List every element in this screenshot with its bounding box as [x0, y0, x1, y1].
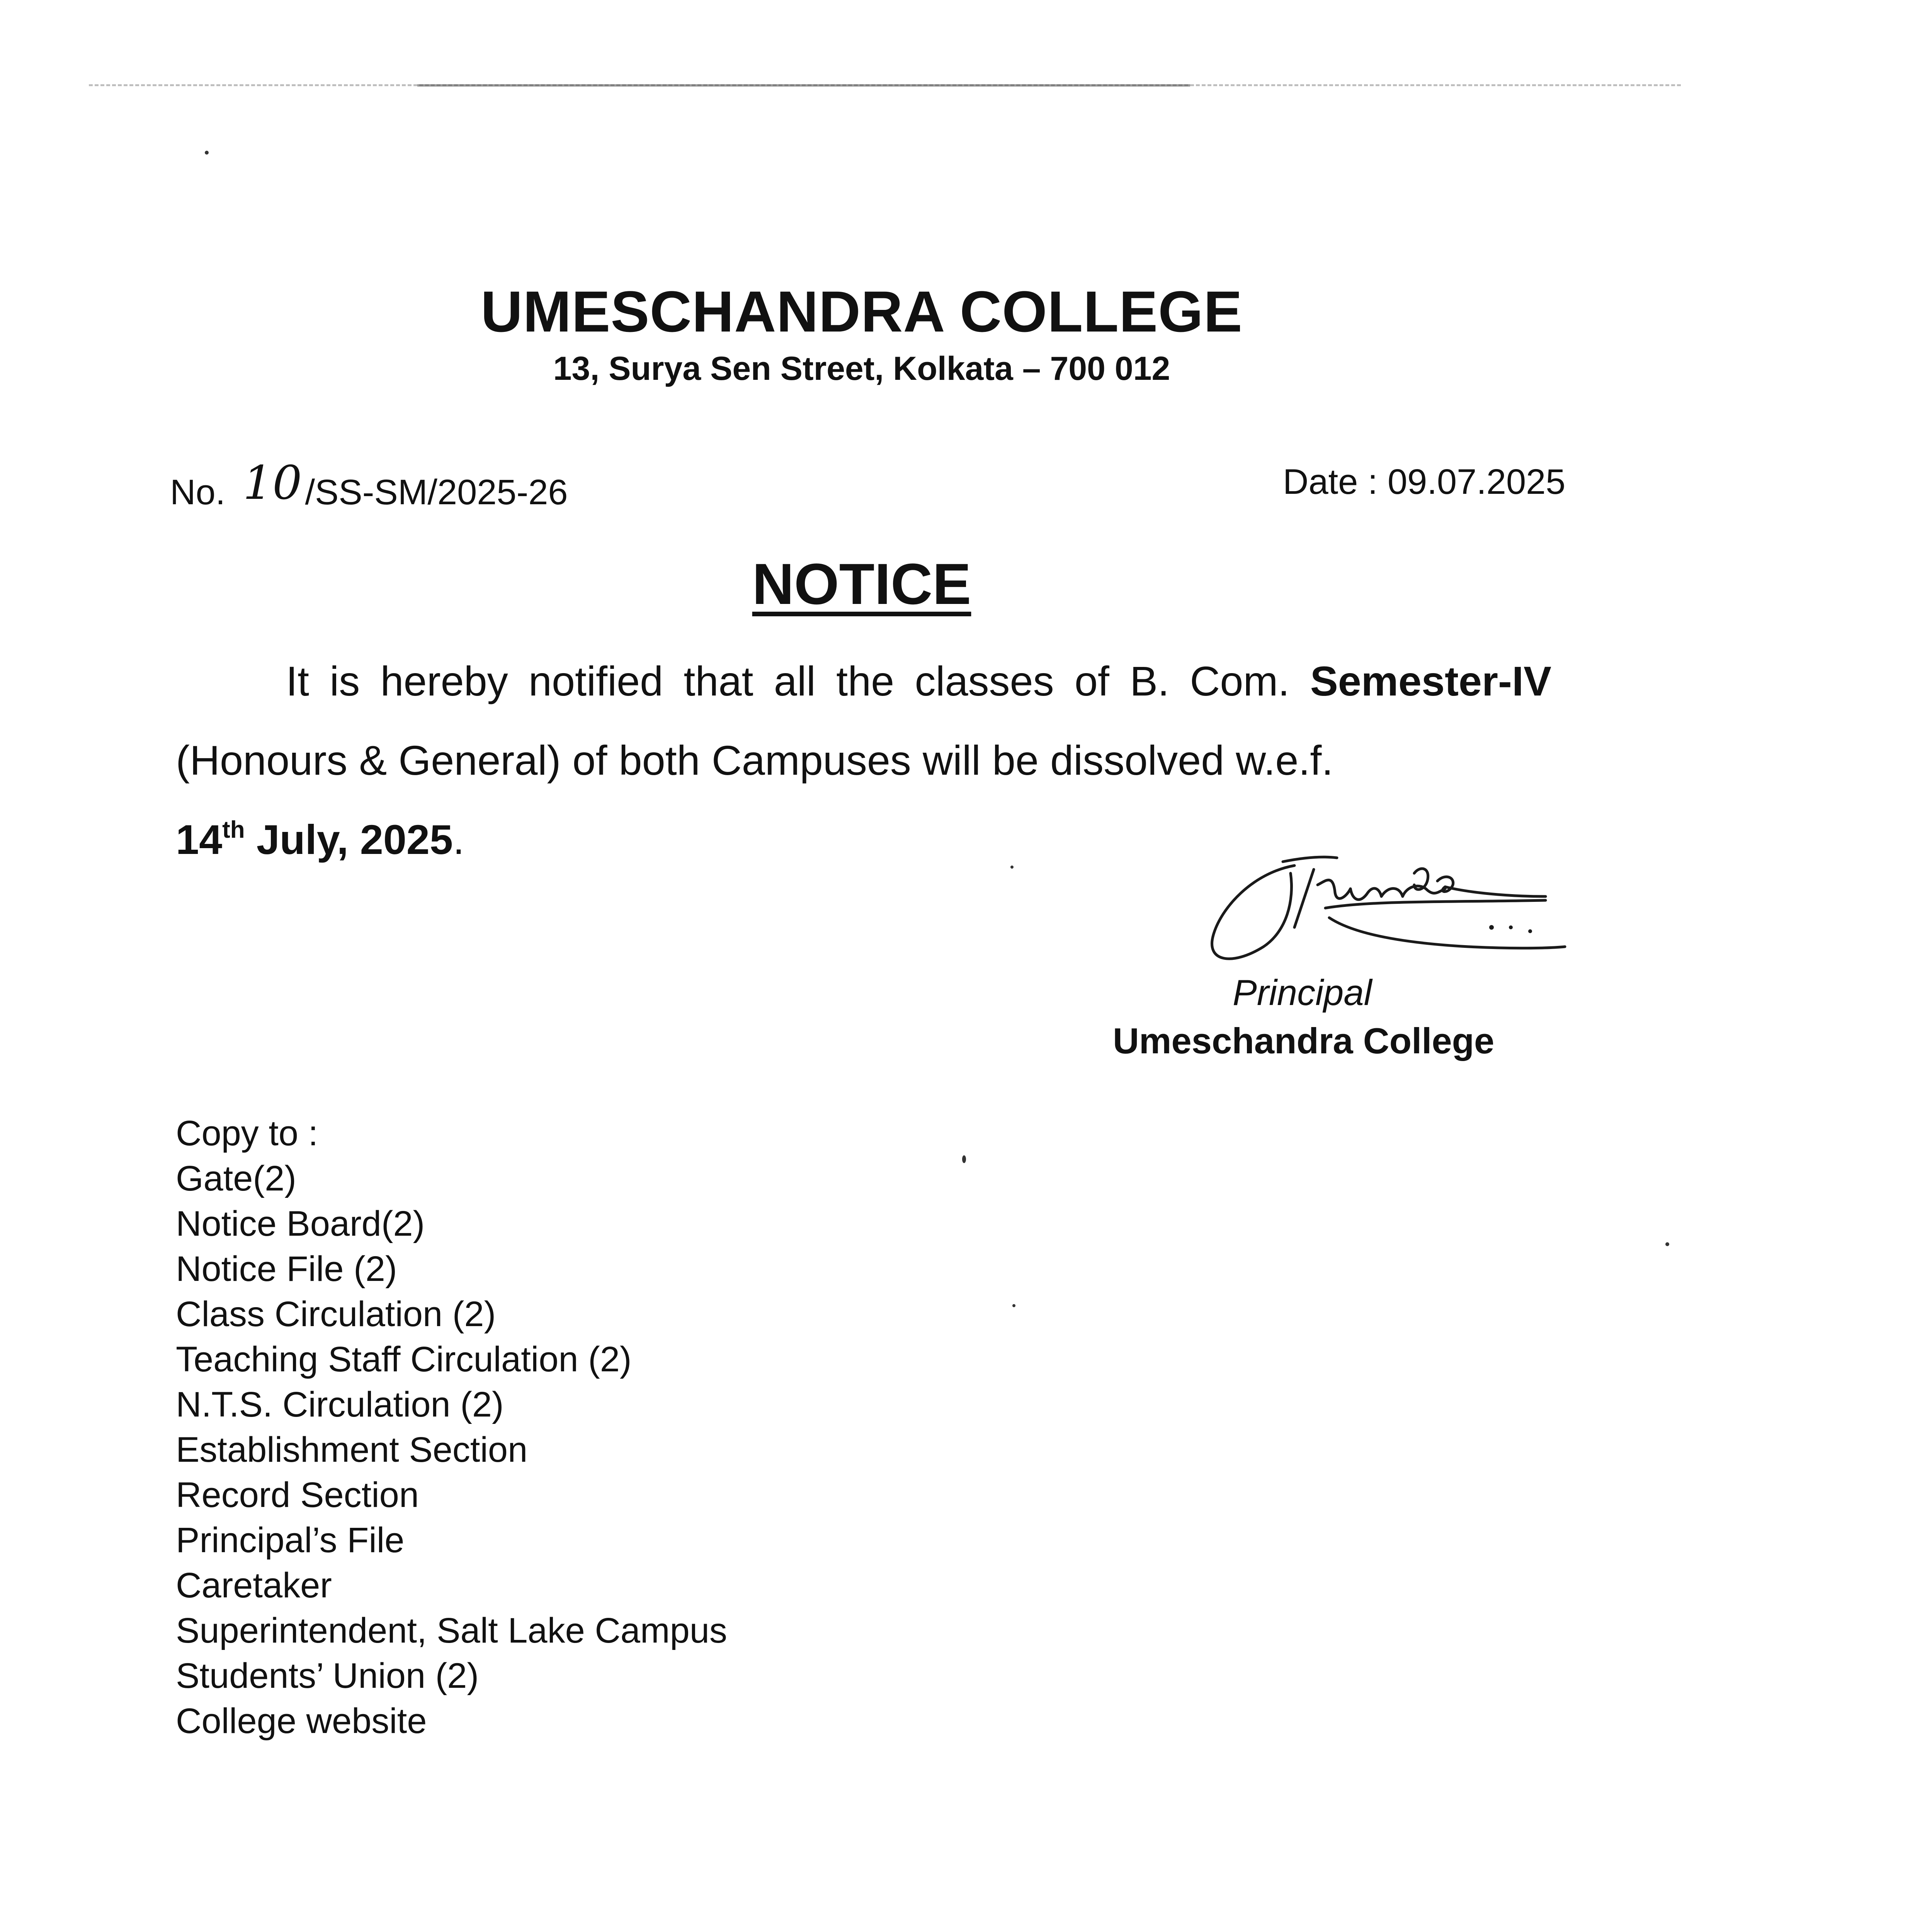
scan-speck — [1665, 1242, 1669, 1246]
scan-speck — [1010, 866, 1014, 869]
principal-signature — [1198, 850, 1577, 981]
scan-speck — [205, 151, 209, 155]
notice-text-part2: (Honours & General) of both Campuses will be dissolved w.e.f. — [176, 737, 1333, 784]
handwritten-reference-number: 10 — [243, 456, 302, 510]
copy-to-label: Copy to : — [176, 1114, 318, 1153]
notice-effective-date: 14th July, 2025 — [176, 816, 453, 863]
copy-to-item: Students’ Union (2) — [176, 1656, 479, 1696]
reference-suffix: /SS-SM/2025-26 — [305, 473, 568, 512]
copy-to-item: Class Circulation (2) — [176, 1294, 496, 1334]
reference-prefix: No. — [170, 473, 226, 512]
scan-solid-rule — [417, 84, 1190, 87]
college-name: UMESCHANDRA COLLEGE — [481, 279, 1243, 344]
signatory-role: Principal — [1233, 972, 1372, 1013]
reference-number — [170, 456, 568, 515]
notice-text-part1: It is hereby notified that all the classes of B. Com. — [286, 658, 1290, 704]
notice-heading-text: NOTICE — [752, 551, 971, 616]
copy-to-item: Notice File (2) — [176, 1249, 397, 1289]
copy-to-item: College website — [176, 1701, 427, 1741]
scan-speck — [962, 1155, 966, 1163]
copy-to-item: Caretaker — [176, 1566, 332, 1605]
copy-to-item: Gate(2) — [176, 1159, 296, 1198]
copy-to-item: Notice Board(2) — [176, 1204, 425, 1243]
notice-body: It is hereby notified that all the classes of B. Com. Semester-IV (Honours & General) of both Campuses will be dissolved w.e.f. 14th July, 2025. — [176, 658, 1552, 863]
scan-speck — [1012, 1304, 1015, 1307]
copy-to-item: Teaching Staff Circulation (2) — [176, 1340, 632, 1379]
copy-to-item: Principal’s File — [176, 1520, 405, 1560]
copy-to-item: Superintendent, Salt Lake Campus — [176, 1611, 727, 1650]
copy-to-item: Establishment Section — [176, 1430, 528, 1469]
notice-heading — [475, 551, 1248, 617]
copy-to-item: N.T.S. Circulation (2) — [176, 1385, 504, 1424]
notice-semester: Semester-IV — [1310, 658, 1552, 704]
copy-to-item: Record Section — [176, 1475, 419, 1515]
college-address: 13, Surya Sen Street, Kolkata – 700 012 — [553, 350, 1170, 387]
signatory-organization: Umeschandra College — [1113, 1020, 1495, 1061]
copy-to-list — [176, 1111, 727, 1744]
notice-date: Date : 09.07.2025 — [1283, 462, 1566, 502]
